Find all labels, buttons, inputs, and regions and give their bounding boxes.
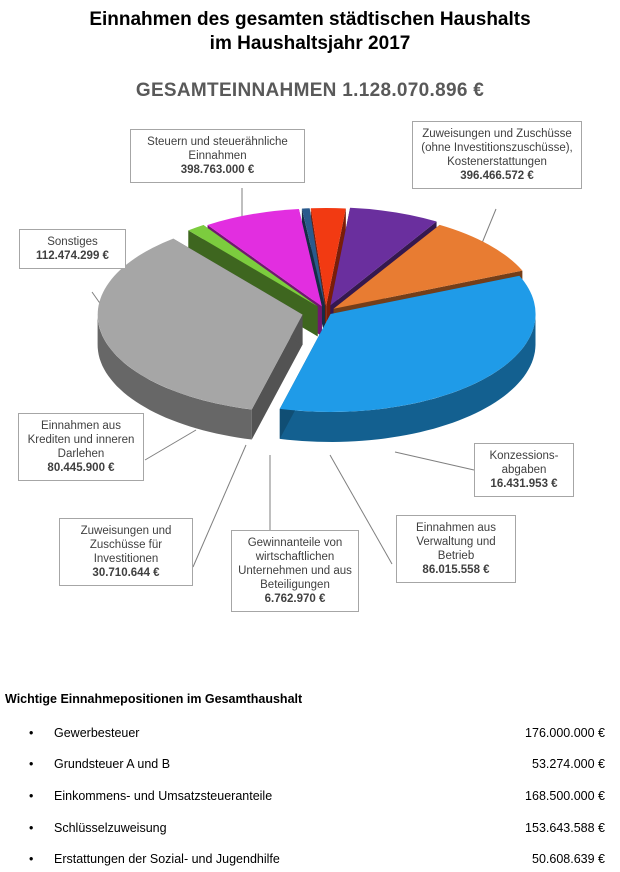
callout-gewinn-value: 6.762.970 € <box>264 593 326 605</box>
position-value: 168.500.000 € <box>525 789 605 803</box>
title-line-2: im Haushaltsjahr 2017 <box>209 33 411 54</box>
leader-line-kredite <box>145 430 196 460</box>
pie-slices <box>98 208 536 442</box>
position-label: Erstattungen der Sozial- und Jugendhilfe <box>54 852 280 866</box>
position-value: 176.000.000 € <box>525 726 605 740</box>
position-value: 53.274.000 € <box>532 757 605 771</box>
callout-kredite-label: Einnahmen aus Krediten und inneren Darlehen <box>27 420 135 460</box>
callout-gewinn-label: Gewinnanteile von wirtschaftlichen Unternehmen und aus Beteiligungen <box>238 537 352 591</box>
callout-steuern <box>130 129 305 183</box>
leader-line-konzession <box>395 452 474 470</box>
callout-investitionen <box>59 518 193 586</box>
callout-zuweisungen-value: 396.466.572 € <box>460 170 534 182</box>
callout-zuweisungen <box>412 121 582 189</box>
callout-steuern-label: Steuern und steuerähnliche Einnahmen <box>147 136 288 162</box>
callout-steuern-value: 398.763.000 € <box>180 164 255 176</box>
callout-investitionen-label: Zuweisungen und Zuschüsse für Investitionen <box>80 525 172 565</box>
callout-verwaltung <box>396 515 516 583</box>
position-label: Schlüsselzuweisung <box>54 821 167 835</box>
title-line-1: Einnahmen des gesamten städtischen Haushalts <box>89 9 531 30</box>
callout-verwaltung-label: Einnahmen aus Verwaltung und Betrieb <box>416 522 496 562</box>
position-value: 50.608.639 € <box>532 852 605 866</box>
position-label: Einkommens- und Umsatzsteueranteile <box>54 789 273 803</box>
bullet: • <box>29 726 34 740</box>
list-item <box>0 726 620 746</box>
position-label: Gewerbesteuer <box>54 726 140 740</box>
list-item <box>0 852 620 872</box>
callout-zuweisungen-label: Zuweisungen und Zuschüsse (ohne Investitionszuschüsse), Kostenerstattungen <box>421 128 573 168</box>
total-revenue: GESAMTEINNAHMEN 1.128.070.896 € <box>135 80 485 101</box>
position-label: Grundsteuer A und B <box>54 757 171 771</box>
bullet: • <box>29 852 34 866</box>
callout-verwaltung-value: 86.015.558 € <box>422 564 490 576</box>
callout-konzession <box>474 443 574 497</box>
callout-sonstiges <box>19 229 126 269</box>
callout-konzession-label: Konzessions-abgaben <box>489 450 559 476</box>
callout-gewinn <box>231 530 359 612</box>
positions-heading: Wichtige Einnahmepositionen im Gesamthaushalt <box>5 692 303 706</box>
list-item <box>0 821 620 841</box>
bullet: • <box>29 821 34 835</box>
callout-sonstiges-label: Sonstiges <box>47 236 98 248</box>
bullet: • <box>29 757 34 771</box>
callout-sonstiges-value: 112.474.299 € <box>36 250 109 262</box>
callout-investitionen-value: 30.710.644 € <box>92 567 160 579</box>
list-item <box>0 757 620 777</box>
callout-kredite <box>18 413 144 481</box>
bullet: • <box>29 789 34 803</box>
callout-kredite-value: 80.445.900 € <box>47 462 115 474</box>
callout-konzession-value: 16.431.953 € <box>490 478 558 490</box>
position-value: 153.643.588 € <box>525 821 605 835</box>
list-item <box>0 789 620 809</box>
